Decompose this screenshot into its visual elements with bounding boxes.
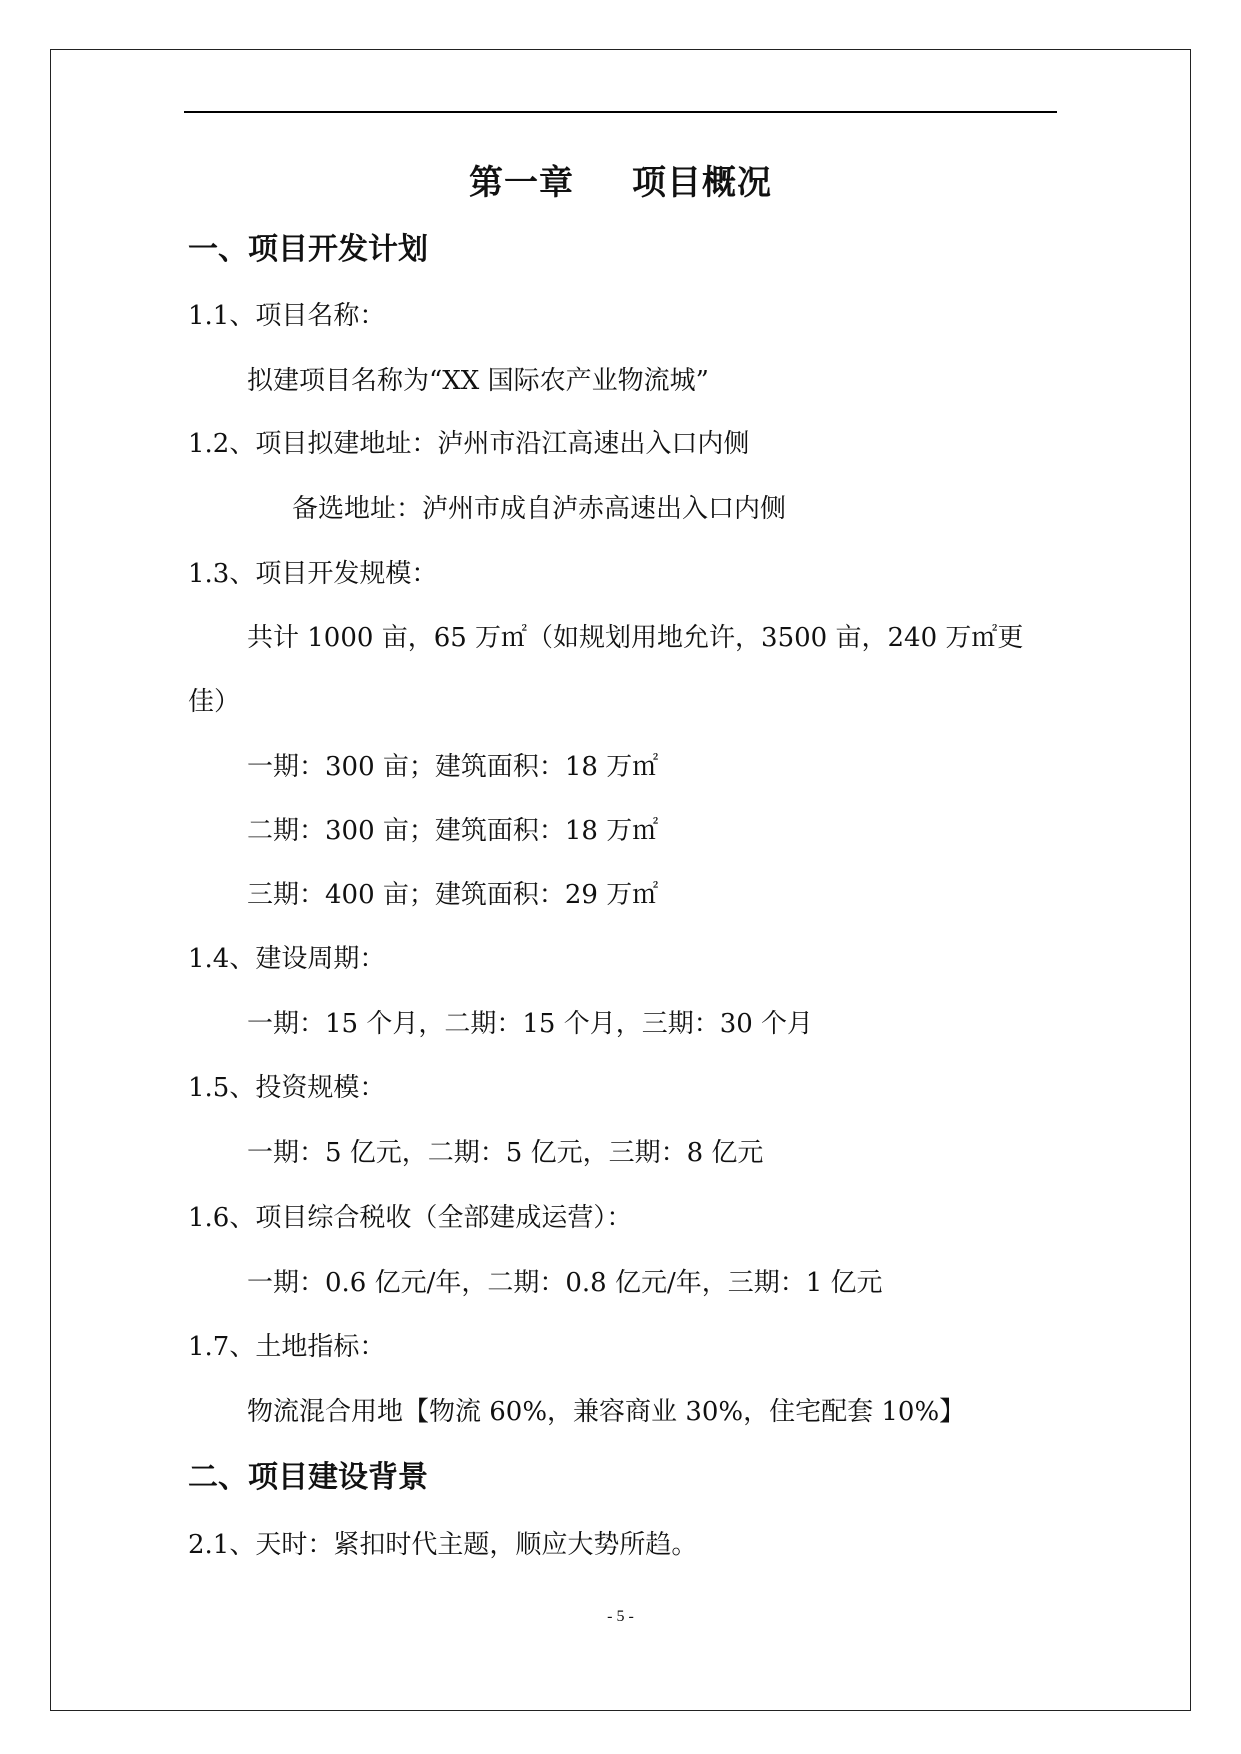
project-name-text: 拟建项目名称为“XX 国际农产业物流城”	[247, 366, 709, 396]
item-1-3-label: 1.3、项目开发规模：	[188, 559, 438, 589]
item-1-2-address: 1.2、项目拟建地址：泸州市沿江高速出入口内侧	[188, 429, 750, 459]
phase-2-scale: 二期：300 亩；建筑面积：18 万㎡	[247, 816, 659, 846]
chapter-title	[0, 163, 1241, 203]
item-1-6-label: 1.6、项目综合税收（全部建成运营）：	[188, 1203, 633, 1233]
phase-1-scale: 一期：300 亩；建筑面积：18 万㎡	[247, 752, 659, 782]
alternate-address-text: 备选地址：泸州市成自泸赤高速出入口内侧	[292, 494, 787, 524]
header-rule	[184, 111, 1057, 113]
land-use-text: 物流混合用地【物流 60%，兼容商业 30%，住宅配套 10%】	[247, 1397, 966, 1427]
construction-period-text: 一期：15 个月，二期：15 个月，三期：30 个月	[247, 1009, 814, 1039]
item-2-1-text: 2.1、天时：紧扣时代主题，顺应大势所趋。	[188, 1530, 698, 1560]
section-heading-background: 二、项目建设背景	[188, 1460, 428, 1495]
investment-scale-text: 一期：5 亿元，二期：5 亿元，三期：8 亿元	[247, 1138, 764, 1168]
item-1-1-label: 1.1、项目名称：	[188, 301, 386, 331]
scale-total-text: 共计 1000 亩，65 万㎡（如规划用地允许，3500 亩，240 万㎡更	[247, 623, 1024, 653]
item-1-7-label: 1.7、土地指标：	[188, 1332, 386, 1362]
page-number: - 5 -	[607, 1608, 634, 1625]
chapter-label: 第一章	[469, 163, 574, 203]
scale-total-text-continued: 佳）	[188, 687, 241, 717]
chapter-name: 项目概况	[632, 163, 772, 203]
tax-revenue-text: 一期：0.6 亿元/年，二期：0.8 亿元/年，三期：1 亿元	[247, 1268, 883, 1298]
item-1-4-label: 1.4、建设周期：	[188, 944, 386, 974]
item-1-5-label: 1.5、投资规模：	[188, 1073, 386, 1103]
phase-3-scale: 三期：400 亩；建筑面积：29 万㎡	[247, 880, 659, 910]
section-heading-development-plan: 一、项目开发计划	[188, 232, 428, 267]
